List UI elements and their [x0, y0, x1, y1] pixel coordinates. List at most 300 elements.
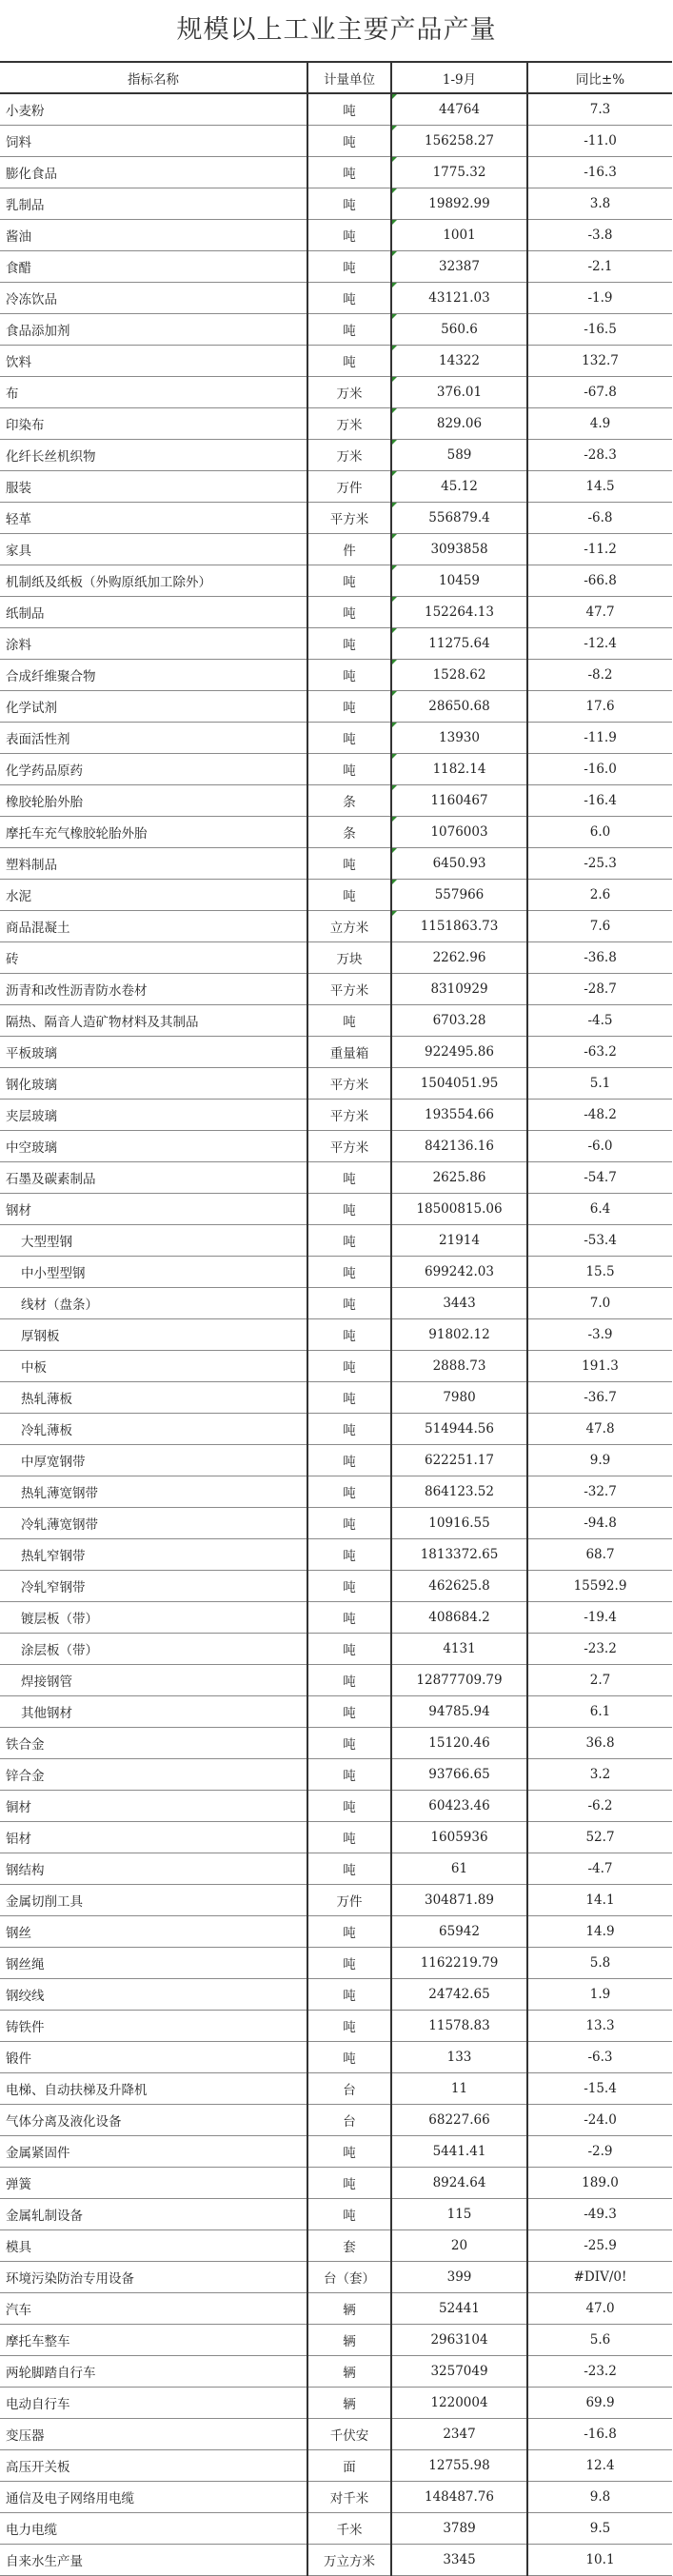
row-unit-text: 吨 [343, 1706, 356, 1721]
row-value [391, 471, 527, 503]
row-pct [527, 974, 672, 1005]
table-row [0, 2073, 672, 2105]
row-unit [307, 534, 391, 565]
row-pct [527, 2136, 672, 2168]
row-unit [307, 723, 391, 754]
row-pct-text: -16.0 [584, 762, 617, 777]
row-value-text: 148487.76 [424, 2489, 494, 2505]
row-name [0, 1539, 307, 1571]
row-name-text: 热轧薄宽钢带 [21, 1486, 98, 1501]
table-row [0, 1225, 672, 1257]
row-value-text: 1813372.65 [420, 1547, 499, 1562]
row-name [0, 628, 307, 660]
row-unit [307, 2199, 391, 2230]
row-value [391, 1194, 527, 1225]
table-row [0, 754, 672, 785]
row-pct [527, 1728, 672, 1759]
row-name-text: 夹层玻璃 [6, 1109, 57, 1124]
row-unit-text: 吨 [343, 1235, 356, 1250]
row-unit-text: 平方米 [329, 983, 369, 999]
row-pct-text: -24.0 [584, 2112, 617, 2128]
row-value [391, 1539, 527, 1571]
row-name [0, 1885, 307, 1916]
row-unit [307, 1225, 391, 1257]
row-pct-text: -25.3 [584, 856, 617, 871]
cell-marker-icon [392, 440, 397, 445]
row-name-text: 乳制品 [6, 198, 45, 213]
table-row [0, 503, 672, 534]
row-value [391, 2042, 527, 2073]
row-unit-text: 平方米 [329, 1140, 369, 1156]
row-unit-text: 吨 [343, 701, 356, 716]
row-pct-text: 14.9 [585, 1924, 615, 1939]
row-unit-text: 吨 [343, 1643, 356, 1658]
row-pct [527, 1571, 672, 1602]
row-unit [307, 1979, 391, 2011]
row-value [391, 1288, 527, 1319]
row-name-text: 其他钢材 [21, 1706, 72, 1721]
row-unit [307, 817, 391, 848]
row-name-text: 机制纸及纸板（外购原纸加工除外） [6, 575, 211, 590]
row-pct [527, 377, 672, 408]
row-unit [307, 691, 391, 723]
table-row [0, 2168, 672, 2199]
row-value-text: 589 [446, 447, 472, 463]
row-unit-text: 吨 [343, 198, 356, 213]
row-unit-text: 平方米 [329, 512, 369, 527]
row-pct [527, 2513, 672, 2545]
row-value-text: 3789 [443, 2521, 476, 2536]
cell-marker-icon [392, 597, 397, 602]
row-unit-text: 台 [343, 2083, 356, 2098]
row-value-text: 4131 [443, 1641, 476, 1656]
row-unit [307, 2042, 391, 2073]
table-row [0, 2042, 672, 2073]
row-name-text: 饲料 [6, 135, 31, 150]
row-pct-text: 7.0 [589, 1296, 611, 1311]
row-value-text: 1151863.73 [420, 919, 499, 934]
cell-marker-icon [392, 848, 397, 853]
cell-marker-icon [392, 283, 397, 287]
row-pct-text: 3.8 [589, 196, 611, 211]
row-value [391, 1162, 527, 1194]
row-unit [307, 1476, 391, 1508]
table-row [0, 346, 672, 377]
row-name-text: 家具 [6, 544, 31, 559]
row-unit [307, 880, 391, 911]
row-pct-text: -4.5 [587, 1013, 613, 1028]
row-value-text: 1076003 [430, 824, 488, 840]
row-pct-text: -19.4 [584, 1610, 617, 1625]
row-pct-text: -66.8 [584, 573, 617, 588]
table-row [0, 2293, 672, 2325]
row-unit [307, 1696, 391, 1728]
row-name [0, 1979, 307, 2011]
cell-marker-icon [392, 408, 397, 413]
row-value [391, 1759, 527, 1791]
row-unit [307, 911, 391, 942]
row-value [391, 1037, 527, 1068]
row-name-text: 金属切削工具 [6, 1894, 83, 1910]
row-value [391, 1351, 527, 1382]
row-name-text: 汽车 [6, 2303, 31, 2318]
row-unit-text: 立方米 [329, 921, 369, 936]
cell-marker-icon [392, 220, 397, 225]
cell-marker-icon [392, 880, 397, 884]
row-pct-text: -11.9 [584, 730, 617, 745]
row-name [0, 1665, 307, 1696]
table-row [0, 597, 672, 628]
row-pct [527, 880, 672, 911]
table-row [0, 2513, 672, 2545]
row-unit-text: 万米 [336, 386, 363, 402]
table-row [0, 1288, 672, 1319]
row-name-text: 铁合金 [6, 1737, 45, 1753]
row-value [391, 534, 527, 565]
row-name [0, 1445, 307, 1476]
row-pct [527, 1696, 672, 1728]
row-unit-text: 吨 [343, 1832, 356, 1847]
row-pct [527, 723, 672, 754]
cell-marker-icon [392, 691, 397, 696]
row-pct [527, 1162, 672, 1194]
row-unit-text: 千米 [336, 2523, 363, 2538]
row-name-text: 服装 [6, 481, 31, 496]
row-name [0, 2011, 307, 2042]
table-row [0, 1445, 672, 1476]
row-name-text: 焊接钢管 [21, 1674, 72, 1690]
row-name [0, 1382, 307, 1414]
row-value-text: 376.01 [436, 385, 483, 400]
row-value-text: 557966 [434, 887, 485, 902]
row-unit-text: 平方米 [329, 1109, 369, 1124]
row-name [0, 157, 307, 188]
row-value-text: 3345 [443, 2552, 476, 2567]
table-body [0, 93, 672, 2576]
row-pct-text: 4.9 [589, 416, 611, 431]
row-pct-text: -16.8 [584, 2427, 617, 2442]
row-unit [307, 1508, 391, 1539]
row-unit [307, 1853, 391, 1885]
row-unit [307, 2450, 391, 2482]
row-unit [307, 2105, 391, 2136]
row-value-text: 6450.93 [432, 856, 486, 871]
row-pct [527, 817, 672, 848]
cell-marker-icon [392, 157, 397, 162]
row-value-text: 699242.03 [424, 1264, 494, 1279]
row-value [391, 1979, 527, 2011]
cell-marker-icon [392, 754, 397, 759]
row-value [391, 1916, 527, 1948]
table-row [0, 785, 672, 817]
row-value-text: 65942 [439, 1924, 480, 1939]
row-value [391, 251, 527, 283]
row-unit-text: 条 [343, 826, 356, 842]
row-pct [527, 2262, 672, 2293]
row-name [0, 2262, 307, 2293]
row-name-text: 膨化食品 [6, 167, 57, 182]
row-value-text: 10459 [439, 573, 480, 588]
row-unit [307, 660, 391, 691]
table-row [0, 1885, 672, 1916]
row-value [391, 911, 527, 942]
row-value [391, 1319, 527, 1351]
row-pct [527, 2325, 672, 2356]
row-pct [527, 1539, 672, 1571]
row-unit [307, 2168, 391, 2199]
row-name [0, 1005, 307, 1037]
row-pct-text: -28.3 [584, 447, 617, 463]
row-name [0, 1759, 307, 1791]
row-pct [527, 2073, 672, 2105]
row-unit-text: 吨 [343, 104, 356, 119]
row-pct [527, 408, 672, 440]
row-unit [307, 974, 391, 1005]
row-pct [527, 691, 672, 723]
table-row [0, 2450, 672, 2482]
row-name-text: 两轮脚踏自行车 [6, 2366, 96, 2381]
row-value-text: 8310929 [430, 981, 488, 997]
row-value-text: 60423.46 [428, 1798, 490, 1813]
row-value-text: 864123.52 [424, 1484, 494, 1499]
row-pct-text: 2.7 [589, 1673, 611, 1688]
header-value: 1-9月 [391, 62, 527, 93]
table-row [0, 848, 672, 880]
row-pct [527, 471, 672, 503]
row-name [0, 1194, 307, 1225]
row-pct [527, 2419, 672, 2450]
table-row [0, 691, 672, 723]
row-value-text: 556879.4 [428, 510, 490, 525]
row-unit-text: 万米 [336, 449, 363, 465]
row-name [0, 754, 307, 785]
cell-marker-icon [392, 817, 397, 822]
row-unit [307, 220, 391, 251]
row-value [391, 2419, 527, 2450]
row-pct-text: 15592.9 [573, 1578, 627, 1594]
row-pct [527, 1665, 672, 1696]
row-name-text: 钢丝绳 [6, 1957, 45, 1972]
row-pct [527, 660, 672, 691]
row-name [0, 1822, 307, 1853]
row-name [0, 1853, 307, 1885]
row-pct [527, 503, 672, 534]
row-unit [307, 2011, 391, 2042]
row-pct-text: 7.3 [589, 102, 611, 117]
row-unit-text: 辆 [343, 2303, 356, 2318]
row-name [0, 1162, 307, 1194]
row-unit-text: 吨 [343, 1329, 356, 1344]
row-value-text: 91802.12 [428, 1327, 490, 1342]
row-value [391, 220, 527, 251]
row-value-text: 18500815.06 [416, 1201, 503, 1217]
row-value [391, 848, 527, 880]
row-name-text: 酱油 [6, 229, 31, 245]
row-name [0, 1414, 307, 1445]
table-row [0, 534, 672, 565]
row-unit-text: 吨 [343, 1863, 356, 1878]
row-value-text: 622251.17 [424, 1453, 494, 1468]
header-pct: 同比±% [527, 62, 672, 93]
row-value-text: 28650.68 [428, 699, 490, 714]
row-unit [307, 1791, 391, 1822]
row-pct [527, 1885, 672, 1916]
row-value-text: 94785.94 [428, 1704, 490, 1719]
row-pct [527, 911, 672, 942]
table-row [0, 471, 672, 503]
row-unit-text: 吨 [343, 1517, 356, 1533]
row-pct [527, 157, 672, 188]
row-unit-text: 吨 [343, 2146, 356, 2161]
row-value-text: 52441 [439, 2301, 480, 2316]
row-pct [527, 1508, 672, 1539]
row-name [0, 1916, 307, 1948]
row-pct [527, 1382, 672, 1414]
row-unit-text: 吨 [343, 1800, 356, 1815]
row-name [0, 251, 307, 283]
cell-marker-icon [392, 377, 397, 382]
row-value [391, 754, 527, 785]
row-unit-text: 吨 [343, 1989, 356, 2004]
row-name [0, 2073, 307, 2105]
row-unit [307, 785, 391, 817]
row-name [0, 1288, 307, 1319]
row-pct [527, 1288, 672, 1319]
row-value [391, 2199, 527, 2230]
row-name [0, 534, 307, 565]
row-value-text: 43121.03 [428, 290, 490, 306]
row-unit [307, 1822, 391, 1853]
row-name-text: 变压器 [6, 2428, 45, 2444]
row-value [391, 2482, 527, 2513]
row-pct-text: -63.2 [584, 1044, 617, 1060]
row-value-text: 193554.66 [424, 1107, 494, 1122]
row-name-text: 模具 [6, 2240, 31, 2255]
row-unit [307, 1602, 391, 1634]
row-pct [527, 314, 672, 346]
table-row [0, 408, 672, 440]
row-name-text: 冷冻饮品 [6, 292, 57, 307]
row-unit [307, 408, 391, 440]
row-unit [307, 597, 391, 628]
row-name [0, 377, 307, 408]
table-row [0, 1728, 672, 1759]
row-value-text: 2888.73 [432, 1358, 486, 1374]
row-unit-text: 辆 [343, 2334, 356, 2349]
table-row [0, 157, 672, 188]
row-unit [307, 1162, 391, 1194]
row-value-text: 408684.2 [428, 1610, 490, 1625]
row-name-text: 弹簧 [6, 2177, 31, 2192]
row-value-text: 1160467 [430, 793, 488, 808]
row-pct [527, 1005, 672, 1037]
row-value-text: 1162219.79 [420, 1955, 499, 1971]
row-unit [307, 1728, 391, 1759]
row-value-text: 152264.13 [424, 604, 494, 620]
row-name [0, 93, 307, 126]
row-value-text: 842136.16 [424, 1139, 494, 1154]
row-name-text: 塑料制品 [6, 858, 57, 873]
row-name-text: 中空玻璃 [6, 1140, 57, 1156]
table-row [0, 911, 672, 942]
row-unit [307, 251, 391, 283]
row-pct [527, 346, 672, 377]
row-pct [527, 2011, 672, 2042]
row-name [0, 1791, 307, 1822]
row-unit-text: 吨 [343, 606, 356, 622]
row-pct [527, 754, 672, 785]
row-value [391, 2136, 527, 2168]
row-unit [307, 126, 391, 157]
row-unit [307, 188, 391, 220]
row-value [391, 157, 527, 188]
header-name: 指标名称 [0, 62, 307, 93]
row-name [0, 1257, 307, 1288]
row-name [0, 565, 307, 597]
row-value-text: 68227.66 [428, 2112, 490, 2128]
row-pct-text: -3.8 [587, 228, 613, 243]
row-pct [527, 1100, 672, 1131]
row-value-text: 7980 [443, 1390, 476, 1405]
cell-marker-icon [392, 723, 397, 727]
row-name-text: 表面活性剂 [6, 732, 70, 747]
row-value [391, 283, 527, 314]
row-pct [527, 1822, 672, 1853]
row-value-text: 12877709.79 [416, 1673, 503, 1688]
row-unit [307, 2388, 391, 2419]
row-value [391, 2073, 527, 2105]
row-unit [307, 1005, 391, 1037]
row-name [0, 723, 307, 754]
row-pct [527, 2450, 672, 2482]
row-unit-text: 面 [343, 2460, 356, 2475]
row-pct-text: 6.0 [589, 824, 611, 840]
row-unit-text: 吨 [343, 1957, 356, 1972]
row-value-text: 61 [450, 1861, 468, 1876]
row-unit-text: 万米 [336, 418, 363, 433]
row-pct-text: 9.8 [589, 2489, 611, 2505]
cell-marker-icon [392, 534, 397, 539]
row-name [0, 2136, 307, 2168]
table-row [0, 1005, 672, 1037]
row-pct-text: -8.2 [587, 667, 613, 683]
row-pct-text: 6.4 [589, 1201, 611, 1217]
row-name-text: 石墨及碳素制品 [6, 1172, 96, 1187]
row-pct-text: -25.9 [584, 2238, 617, 2253]
row-unit-text: 吨 [343, 889, 356, 904]
row-pct-text: -49.3 [584, 2207, 617, 2222]
row-unit [307, 2513, 391, 2545]
row-value [391, 817, 527, 848]
row-pct-text: 47.0 [585, 2301, 615, 2316]
row-unit [307, 754, 391, 785]
row-pct [527, 1476, 672, 1508]
row-value [391, 597, 527, 628]
row-name [0, 2419, 307, 2450]
row-unit [307, 1257, 391, 1288]
row-unit-text: 吨 [343, 1580, 356, 1595]
row-value [391, 1382, 527, 1414]
row-value-text: 1504051.95 [420, 1076, 499, 1091]
row-unit-text: 吨 [343, 1392, 356, 1407]
row-pct-text: 15.5 [585, 1264, 615, 1279]
cell-marker-icon [392, 346, 397, 350]
row-pct [527, 1602, 672, 1634]
row-unit [307, 2325, 391, 2356]
table-row [0, 974, 672, 1005]
row-value [391, 2105, 527, 2136]
row-pct-text: -53.4 [584, 1233, 617, 1248]
